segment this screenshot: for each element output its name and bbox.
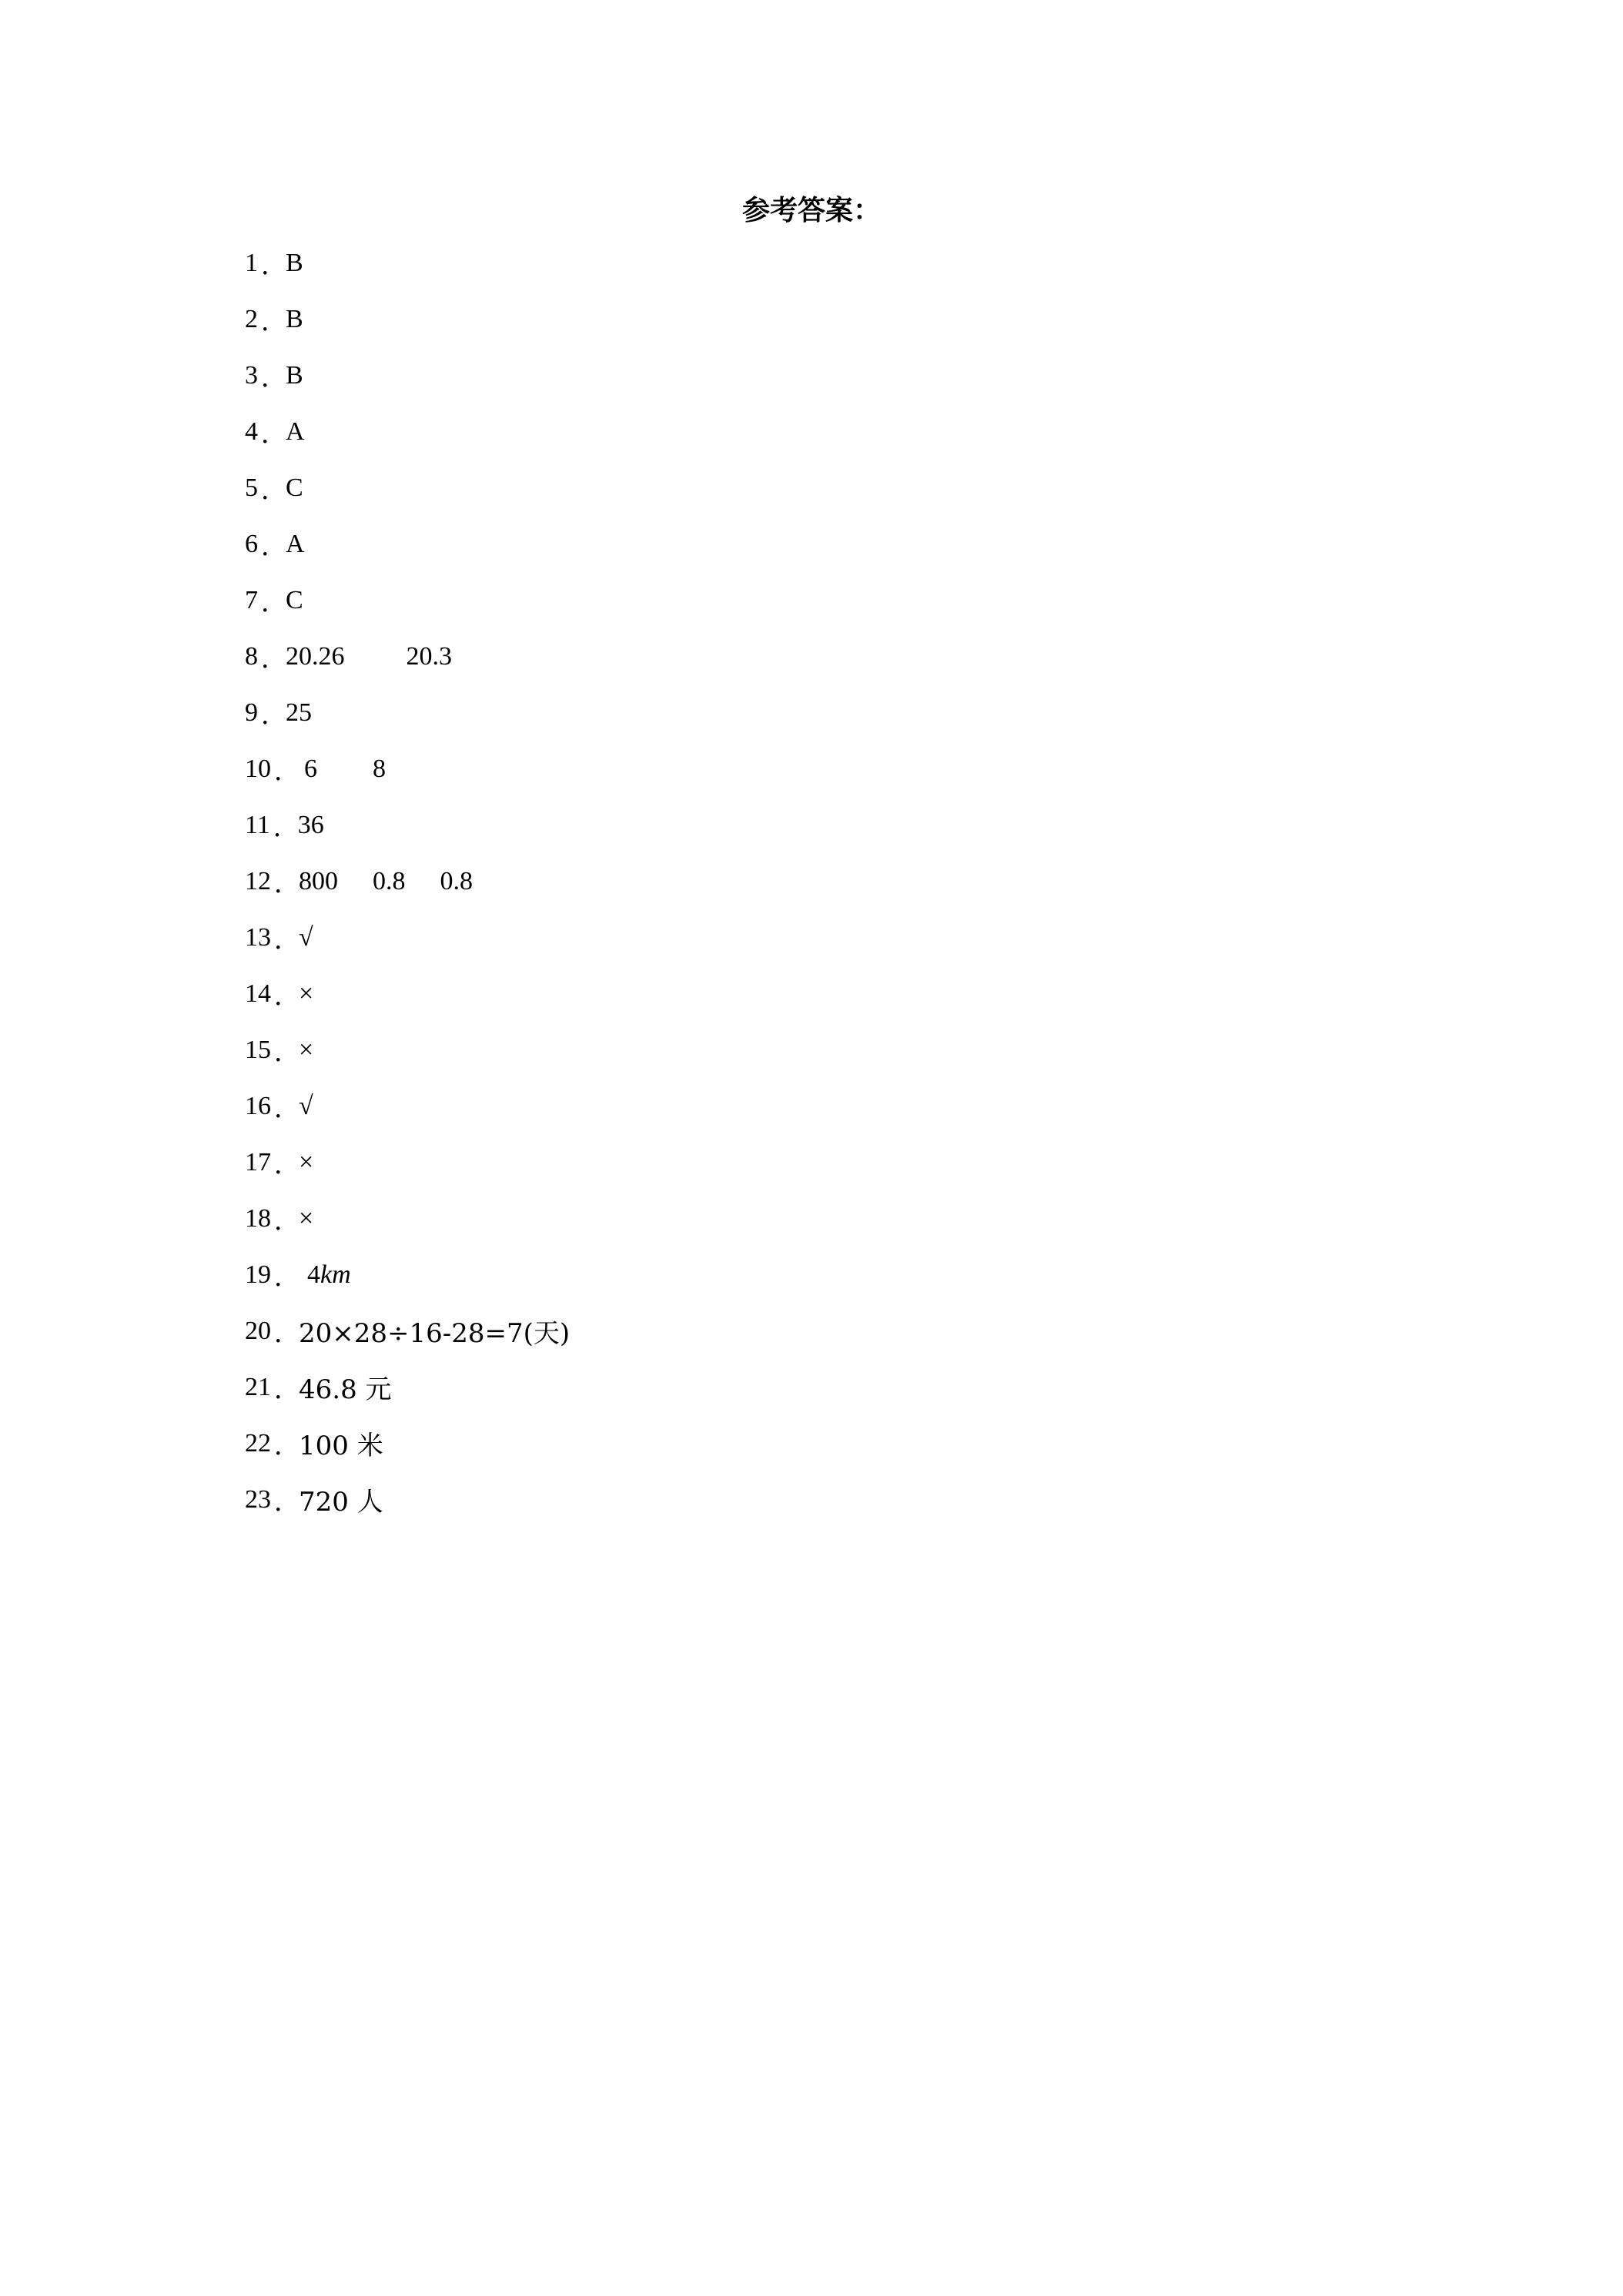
- answer-number: 23: [245, 1484, 271, 1514]
- answer-separator: ．: [274, 1320, 300, 1348]
- answer-value: B: [286, 304, 303, 333]
- answer-value: 20.26: [286, 641, 345, 671]
- answer-number: 18: [245, 1203, 271, 1233]
- answer-item: [245, 628, 570, 684]
- answer-value: C: [286, 473, 303, 502]
- answer-separator: ．: [274, 758, 300, 786]
- answer-item: [245, 516, 570, 572]
- answer-number: 12: [245, 866, 271, 895]
- answer-number: 8: [245, 641, 258, 671]
- answer-separator: ．: [274, 1263, 300, 1292]
- answer-value: 20×28÷16-28=7(天): [299, 1318, 571, 1349]
- answer-number: 10: [245, 754, 271, 783]
- answer-value: 6: [304, 754, 317, 783]
- answer-separator: ．: [274, 1095, 300, 1123]
- answer-item: [245, 1415, 570, 1471]
- answer-value: 100 米: [299, 1431, 383, 1461]
- answer-value: 800: [299, 866, 338, 895]
- answer-separator: ．: [261, 533, 287, 561]
- answer-value: 4: [307, 1260, 320, 1289]
- answer-item: [245, 684, 570, 741]
- answer-item: [245, 1134, 570, 1190]
- answer-item: [245, 966, 570, 1022]
- answer-item: [245, 291, 570, 347]
- answer-unit: km: [320, 1260, 351, 1289]
- answer-separator: ．: [274, 1376, 300, 1404]
- answer-number: 13: [245, 922, 271, 952]
- answer-value: C: [286, 585, 303, 614]
- answer-item: [245, 347, 570, 403]
- answer-value: 36: [297, 810, 324, 839]
- answer-value: ×: [299, 1035, 314, 1064]
- answer-item: [245, 460, 570, 516]
- answer-item: [245, 741, 570, 797]
- answer-value: ×: [299, 979, 314, 1008]
- answer-value: √: [299, 1091, 313, 1120]
- answer-item: [245, 1359, 570, 1415]
- answer-separator: ．: [274, 1151, 300, 1180]
- answer-value: A: [286, 417, 305, 446]
- answer-separator: ．: [261, 308, 287, 336]
- answer-number: 20: [245, 1316, 271, 1345]
- answer-value: 25: [286, 698, 312, 727]
- answer-number: 14: [245, 979, 271, 1008]
- answer-item: [245, 853, 570, 909]
- answer-list: [245, 235, 570, 1528]
- answer-number: 11: [245, 810, 270, 839]
- answer-item: [245, 1022, 570, 1078]
- answer-item: [245, 1078, 570, 1134]
- answer-number: 15: [245, 1035, 271, 1064]
- answer-separator: ．: [261, 364, 287, 393]
- page-title: 参考答案：: [741, 195, 881, 226]
- answer-item: [245, 235, 570, 291]
- answer-value: 0.8: [440, 866, 473, 895]
- answer-value: B: [286, 360, 303, 390]
- answer-number: 6: [245, 529, 258, 558]
- answer-separator: ．: [274, 870, 300, 899]
- answer-number: 9: [245, 698, 258, 727]
- answer-number: 16: [245, 1091, 271, 1120]
- answer-value: 720 人: [299, 1487, 383, 1518]
- answer-separator: ．: [261, 589, 287, 618]
- answer-separator: ．: [274, 1039, 300, 1067]
- answer-value: 8: [373, 754, 386, 783]
- answer-separator: ．: [274, 1207, 300, 1236]
- answer-value: 20.3: [406, 641, 452, 671]
- answer-item: [245, 797, 570, 853]
- answer-separator: ．: [261, 701, 287, 730]
- answer-separator: ．: [261, 477, 287, 505]
- answer-item: [245, 1303, 570, 1359]
- answer-separator: ．: [273, 814, 300, 842]
- answer-number: 21: [245, 1372, 271, 1401]
- answer-value: B: [286, 248, 303, 277]
- answer-number: 7: [245, 585, 258, 614]
- answer-number: 4: [245, 417, 258, 446]
- answer-item: [245, 1190, 570, 1247]
- answer-value: 0.8: [373, 866, 406, 895]
- answer-separator: ．: [274, 1488, 300, 1517]
- answer-number: 1: [245, 248, 258, 277]
- answer-item: [245, 1247, 570, 1303]
- answer-separator: ．: [274, 982, 300, 1011]
- answer-item: [245, 1471, 570, 1528]
- answer-number: 5: [245, 473, 258, 502]
- answer-separator: ．: [261, 252, 287, 280]
- answer-value: 46.8 元: [299, 1374, 392, 1405]
- answer-item: [245, 909, 570, 966]
- answer-number: 17: [245, 1147, 271, 1176]
- answer-value: ×: [299, 1147, 314, 1176]
- answer-separator: ．: [274, 926, 300, 955]
- answer-number: 3: [245, 360, 258, 390]
- answer-value: ×: [299, 1203, 314, 1233]
- answer-number: 19: [245, 1260, 271, 1289]
- answer-value: √: [299, 922, 313, 952]
- answer-item: [245, 403, 570, 460]
- answer-separator: ．: [274, 1432, 300, 1461]
- answer-number: 22: [245, 1428, 271, 1458]
- answer-separator: ．: [261, 645, 287, 674]
- answer-number: 2: [245, 304, 258, 333]
- answer-separator: ．: [261, 420, 287, 449]
- answer-value: A: [286, 529, 305, 558]
- answer-item: [245, 572, 570, 628]
